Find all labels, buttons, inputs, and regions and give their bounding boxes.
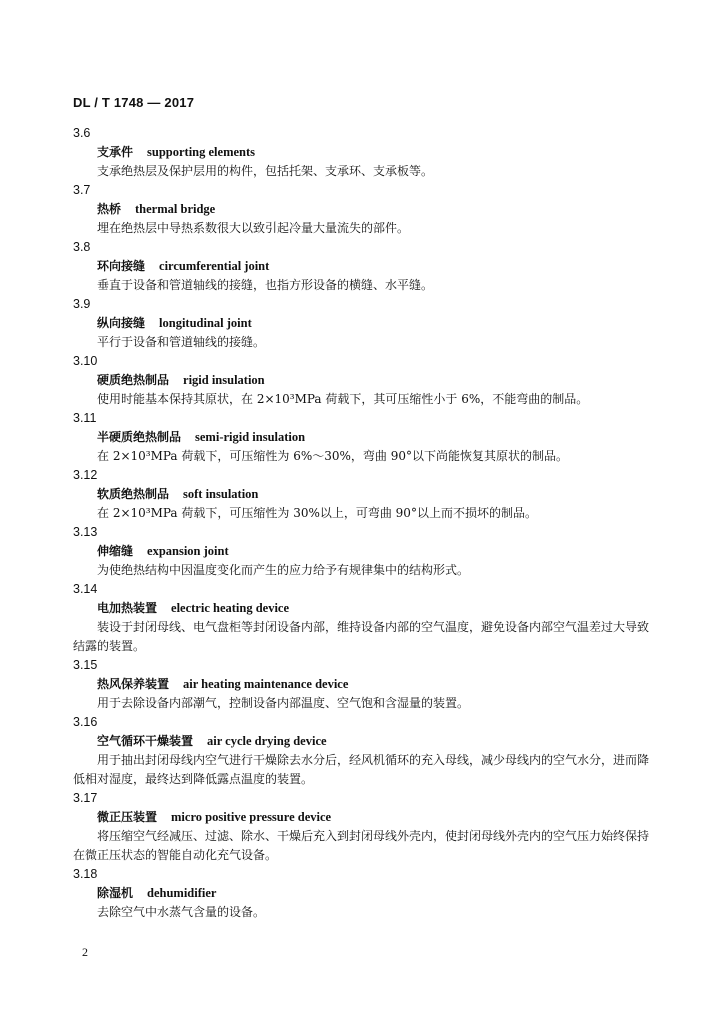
entry-3-16	[73, 713, 653, 789]
term-definition: 将压缩空气经减压、过滤、除水、干燥后充入到封闭母线外壳内，使封闭母线外壳内的空气压力始终保持在微正压状态的智能自动化充气设备。	[73, 829, 650, 862]
entry-3-17	[73, 789, 653, 865]
clause-number: 3.6	[73, 126, 91, 140]
entry-3-7	[73, 181, 653, 238]
term-heading	[73, 371, 653, 390]
term-definition: 使用时能基本保持其原状，在 2×10³MPa 荷载下，其可压缩性小于 6%，不能弯曲的制品。	[97, 392, 589, 406]
entry-3-9	[73, 295, 653, 352]
term-chinese: 除湿机	[97, 886, 134, 900]
term-definition: 为使绝热结构中因温度变化而产生的应力给予有规律集中的结构形式。	[97, 563, 470, 577]
term-english: electric heating device	[171, 601, 290, 615]
clause-number: 3.18	[73, 867, 98, 881]
term-chinese: 热桥	[97, 202, 122, 216]
term-chinese: 环向接缝	[97, 259, 146, 273]
term-heading	[73, 599, 653, 618]
term-heading	[73, 314, 653, 333]
term-definition: 装设于封闭母线、电气盘柜等封闭设备内部，维持设备内部的空气温度，避免设备内部空气温差过大导致结露的装置。	[73, 620, 650, 653]
term-english: rigid insulation	[183, 373, 265, 387]
term-heading	[73, 808, 653, 827]
entry-3-6	[73, 124, 653, 181]
clause-number: 3.17	[73, 791, 98, 805]
clause-number: 3.7	[73, 183, 91, 197]
term-chinese: 伸缩缝	[97, 544, 134, 558]
entry-3-13	[73, 523, 653, 580]
term-heading	[73, 884, 653, 903]
term-definition: 在 2×10³MPa 荷载下，可压缩性为 6%～30%，弯曲 90°以下尚能恢复其原状的制品。	[97, 449, 568, 463]
term-heading	[73, 143, 653, 162]
document-code-header: DL / T 1748 — 2017	[73, 95, 195, 110]
term-english: dehumidifier	[147, 886, 217, 900]
clause-number: 3.8	[73, 240, 91, 254]
term-definition: 垂直于设备和管道轴线的接缝，也指方形设备的横缝、水平缝。	[97, 278, 434, 292]
clause-number: 3.14	[73, 582, 98, 596]
term-chinese: 硬质绝热制品	[97, 373, 170, 387]
clause-number: 3.9	[73, 297, 91, 311]
clause-number: 3.16	[73, 715, 98, 729]
clause-number: 3.12	[73, 468, 98, 482]
term-chinese: 空气循环干燥装置	[97, 734, 194, 748]
term-english: expansion joint	[147, 544, 229, 558]
term-chinese: 软质绝热制品	[97, 487, 170, 501]
entry-3-11	[73, 409, 653, 466]
term-definition: 埋在绝热层中导热系数很大以致引起冷量大量流失的部件。	[97, 221, 410, 235]
term-heading	[73, 732, 653, 751]
term-definition: 在 2×10³MPa 荷载下，可压缩性为 30%以上，可弯曲 90°以上而不损坏的制品。	[97, 506, 537, 520]
entry-3-18	[73, 865, 653, 922]
term-english: air cycle drying device	[207, 734, 327, 748]
term-heading	[73, 542, 653, 561]
term-heading	[73, 485, 653, 504]
term-chinese: 电加热装置	[97, 601, 158, 615]
term-chinese: 纵向接缝	[97, 316, 146, 330]
page-number: 2	[82, 945, 88, 959]
definitions-list	[73, 124, 653, 922]
term-definition: 平行于设备和管道轴线的接缝。	[97, 335, 266, 349]
term-english: micro positive pressure device	[171, 810, 332, 824]
term-english: supporting elements	[147, 145, 256, 159]
term-english: air heating maintenance device	[183, 677, 349, 691]
term-english: semi-rigid insulation	[195, 430, 306, 444]
term-definition: 用于抽出封闭母线内空气进行干燥除去水分后，经风机循环的充入母线，减少母线内的空气水分，进而降低相对湿度，最终达到降低露点温度的装置。	[73, 753, 650, 786]
entry-3-8	[73, 238, 653, 295]
term-heading	[73, 675, 653, 694]
term-heading	[73, 428, 653, 447]
entry-3-10	[73, 352, 653, 409]
entry-3-12	[73, 466, 653, 523]
entry-3-14	[73, 580, 653, 656]
term-english: circumferential joint	[159, 259, 270, 273]
term-english: thermal bridge	[135, 202, 216, 216]
term-chinese: 支承件	[97, 145, 134, 159]
term-english: longitudinal joint	[159, 316, 252, 330]
term-chinese: 半硬质绝热制品	[97, 430, 182, 444]
term-chinese: 热风保养装置	[97, 677, 170, 691]
term-heading	[73, 257, 653, 276]
clause-number: 3.10	[73, 354, 98, 368]
term-definition: 用于去除设备内部潮气，控制设备内部温度、空气饱和含湿量的装置。	[97, 696, 470, 710]
term-chinese: 微正压装置	[97, 810, 158, 824]
entry-3-15	[73, 656, 653, 713]
clause-number: 3.13	[73, 525, 98, 539]
term-definition: 支承绝热层及保护层用的构件，包括托架、支承环、支承板等。	[97, 164, 434, 178]
clause-number: 3.11	[73, 411, 97, 425]
term-english: soft insulation	[183, 487, 259, 501]
clause-number: 3.15	[73, 658, 98, 672]
term-definition: 去除空气中水蒸气含量的设备。	[97, 905, 266, 919]
term-heading	[73, 200, 653, 219]
